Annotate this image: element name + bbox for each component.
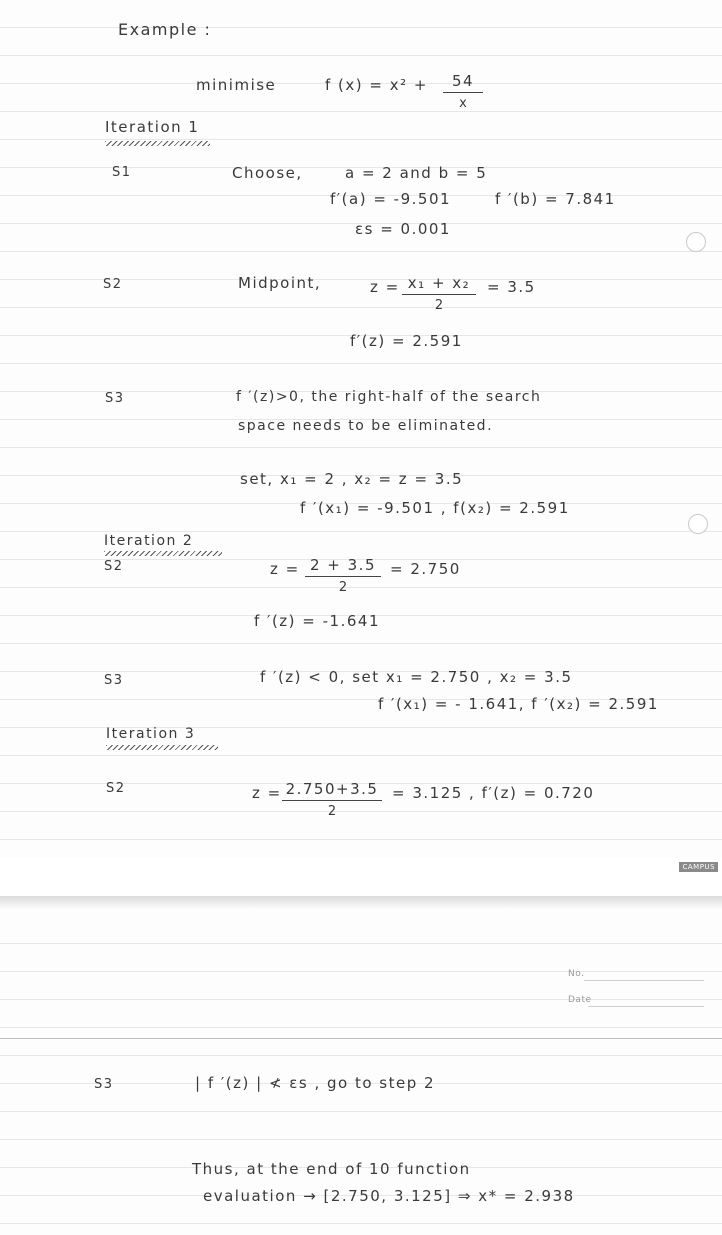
iter2-s2-label: S2 (104, 559, 124, 574)
example-title: Example : (118, 20, 212, 39)
s3-set-line: set, x₁ = 2 , x₂ = z = 3.5 (240, 470, 464, 488)
iteration-3-heading: Iteration 3 (106, 726, 196, 742)
page-number-label: No. (568, 969, 585, 979)
iter3-s2-label: S2 (106, 781, 126, 796)
s2-z-numerator: x₁ + x₂ (402, 274, 476, 295)
s3-line-2: space needs to be eliminated. (238, 418, 494, 434)
iteration-3-underline (106, 745, 218, 750)
iteration-1-underline (105, 141, 210, 146)
iter3-z-fraction (282, 780, 382, 819)
binder-hole (688, 514, 708, 534)
s2-z-value: = 3.5 (487, 278, 536, 296)
iteration-1-heading: Iteration 1 (105, 118, 200, 136)
iter2-s3-line-2: f ′(x₁) = - 1.641, f ′(x₂) = 2.591 (378, 695, 659, 713)
s1-label: S1 (112, 165, 132, 180)
page-number-line (584, 980, 704, 981)
binder-hole (686, 232, 706, 252)
objective-prefix: minimise (196, 76, 277, 94)
iter3-z-lhs: z = (252, 784, 282, 802)
s2-z-lhs: z = (370, 278, 400, 296)
iter2-z-denominator: 2 (338, 580, 348, 595)
objective-lhs: f (x) = x² + (325, 76, 428, 94)
s1-fb: f ′(b) = 7.841 (495, 190, 616, 208)
s1-epsilon: εs = 0.001 (355, 220, 451, 238)
s1-ab-values: a = 2 and b = 5 (345, 164, 488, 182)
iter2-z-lhs: z = (270, 560, 300, 578)
s1-choose: Choose, (232, 164, 303, 182)
iter3-z-denominator: 2 (327, 804, 337, 819)
conclusion-line-1: Thus, at the end of 10 function (192, 1160, 471, 1178)
objective-denominator: x (459, 96, 467, 111)
s2-midpoint: Midpoint, (238, 274, 322, 292)
iter2-fz: f ′(z) = -1.641 (254, 612, 380, 630)
iteration-2-underline (104, 551, 222, 556)
iter3-z-value: = 3.125 , f′(z) = 0.720 (392, 784, 595, 802)
s2-z-fraction (402, 274, 476, 313)
page-gap (0, 858, 722, 910)
page-date-line (588, 1006, 704, 1007)
s2-z-denominator: 2 (434, 298, 444, 313)
iteration-2-heading: Iteration 2 (104, 533, 194, 549)
s2-fz: f′(z) = 2.591 (350, 332, 463, 350)
s3-f-line: f ′(x₁) = -9.501 , f(x₂) = 2.591 (300, 499, 570, 517)
iter2-s3-label: S3 (104, 673, 124, 688)
conclusion-line-2: evaluation → [2.750, 3.125] ⇒ x* = 2.938 (203, 1187, 575, 1205)
iter2-z-value: = 2.750 (390, 560, 461, 578)
s3-label: S3 (105, 391, 125, 406)
s3-line-1: f ′(z)>0, the right-half of the search (236, 389, 542, 405)
iter3-z-numerator: 2.750+3.5 (282, 780, 382, 801)
iter3-s3-line: | f ′(z) | ≮ εs , go to step 2 (195, 1074, 436, 1092)
objective-fraction (443, 72, 483, 111)
header-divider (0, 1038, 722, 1039)
iter2-s3-line-1: f ′(z) < 0, set x₁ = 2.750 , x₂ = 3.5 (260, 668, 573, 686)
notebook-brand: CAMPUS (679, 862, 718, 872)
iter2-z-numerator: 2 + 3.5 (305, 556, 381, 577)
page-date-label: Date (568, 995, 592, 1005)
s1-fa: f′(a) = -9.501 (330, 190, 452, 208)
iter2-z-fraction (305, 556, 381, 595)
notebook-page-2 (0, 910, 722, 1235)
objective-numerator: 54 (443, 72, 483, 93)
iter3-s3-label: S3 (94, 1077, 114, 1092)
s2-label: S2 (103, 277, 123, 292)
